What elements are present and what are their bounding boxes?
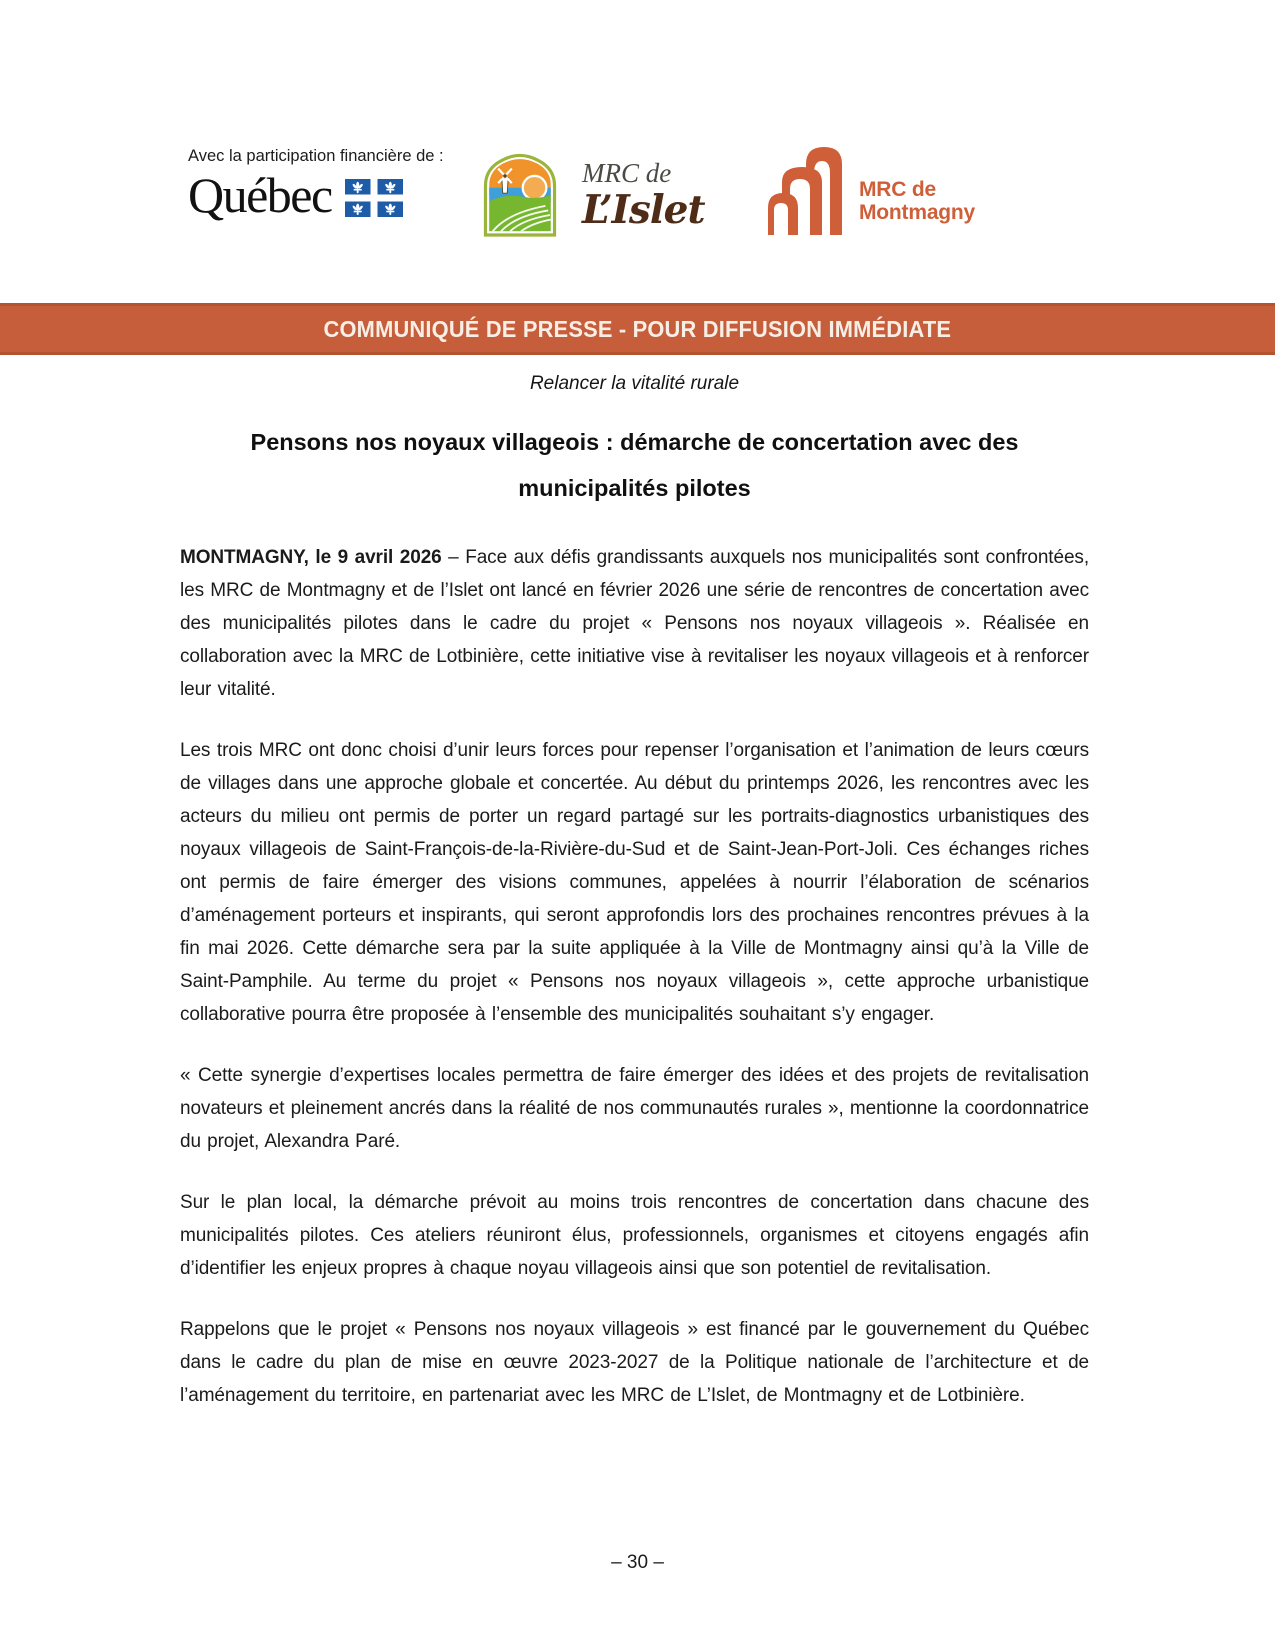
quebec-wordmark-row	[188, 167, 444, 223]
paragraph	[180, 541, 1089, 706]
document-subtitle: Relancer la vitalité rurale	[529, 373, 740, 394]
quebec-wordmark: Québec	[188, 167, 332, 223]
paragraph-text: Sur le plan local, la démarche prévoit au moins trois rencontres de concertation dans chacune des municipalités pilotes. Ces ateliers réuniront élus, professionnels, organismes et citoyens engagés afin d’identifier les enjeux propres à chaque noyau villageois ainsi que son potentiel de revitalisation.	[180, 1192, 1089, 1279]
islet-name-label: L’Islet	[582, 186, 705, 233]
page-footer	[0, 1552, 1275, 1574]
paragraph-text: Rappelons que le projet « Pensons nos noyaux villageois » est financé par le gouvernement du Québec dans le cadre du plan de mise en œuvre 2023-2027 de la Politique nationale de l’architecture et de l’aménagement du territoire, en partenariat avec les MRC de L’Islet, de Montmagny et de Lotbinière.	[180, 1319, 1089, 1406]
funding-caption: Avec la participation financière de :	[188, 147, 444, 165]
quebec-government-logo	[188, 147, 444, 223]
paragraph	[180, 1313, 1089, 1412]
press-release-banner	[0, 303, 1275, 355]
document-title: Pensons nos noyaux villageois : démarche de concertation avec des municipalités pilotes	[250, 429, 1019, 501]
paragraphs	[180, 541, 1089, 1412]
mrc-montmagny-logo	[766, 145, 975, 235]
banner-title: COMMUNIQUÉ DE PRESSE - POUR DIFFUSION IMMÉDIATE	[323, 315, 952, 342]
quebec-flag-icon	[345, 179, 403, 217]
islet-badge-icon	[480, 149, 560, 241]
montmagny-arches-icon	[766, 145, 844, 235]
montmagny-name-label: Montmagny	[859, 201, 976, 224]
paragraph-lead: MONTMAGNY, le 9 avril 2026	[180, 547, 442, 568]
logo-header	[0, 0, 1275, 303]
end-mark: – 30 –	[611, 1552, 664, 1573]
montmagny-mrc-label: MRC de	[859, 178, 936, 201]
islet-logo-text	[582, 157, 705, 233]
islet-mrc-label: MRC de	[582, 157, 672, 188]
paragraph	[180, 734, 1089, 1031]
paragraph	[180, 1186, 1089, 1285]
paragraph	[180, 1059, 1089, 1158]
paragraph-text: « Cette synergie d’expertises locales permettra de faire émerger des idées et des projets de revitalisation novateurs et pleinement ancrés dans la réalité de nos communautés rurales », mentionne la coordonnatrice du projet, Alexandra Paré.	[180, 1065, 1089, 1152]
paragraph-text: Les trois MRC ont donc choisi d’unir leurs forces pour repenser l’organisation et l’animation de leurs cœurs de villages dans une approche globale et concertée. Au début du printemps 2026, les rencontres avec les acteurs du milieu ont permis de porter un regard partagé sur les portraits-diagnostics urbanistiques des noyaux villageois de Saint-François-de-la-Rivière-du-Sud et de Saint-Jean-Port-Joli. Ces échanges riches ont permis de faire émerger des visions communes, appelées à nourrir l’élaboration de scénarios d’aménagement porteurs et inspirants, qui seront approfondis lors des prochaines rencontres prévues à la fin mai 2026. Cette démarche sera par la suite appliquée à la Ville de Montmagny ainsi qu’à la Ville de Saint-Pamphile. Au terme du projet « Pensons nos noyaux villageois », cette approche urbanistique collaborative pourra être proposée à l’ensemble des municipalités souhaitant s’y engager.	[180, 740, 1089, 1025]
montmagny-logo-text	[859, 178, 975, 224]
mrc-islet-logo	[480, 149, 705, 241]
paragraph-text: – Face aux défis grandissants auxquels nos municipalités sont confrontées, les MRC de Montmagny et de l’Islet ont lancé en février 2026 une série de rencontres de concertation avec des municipalités pilotes dans le cadre du projet « Pensons nos noyaux villageois ». Réalisée en collaboration avec la MRC de Lotbinière, cette initiative vise à revitaliser les noyaux villageois et à renforcer leur vitalité.	[180, 547, 1089, 700]
document-body	[0, 355, 1275, 1440]
